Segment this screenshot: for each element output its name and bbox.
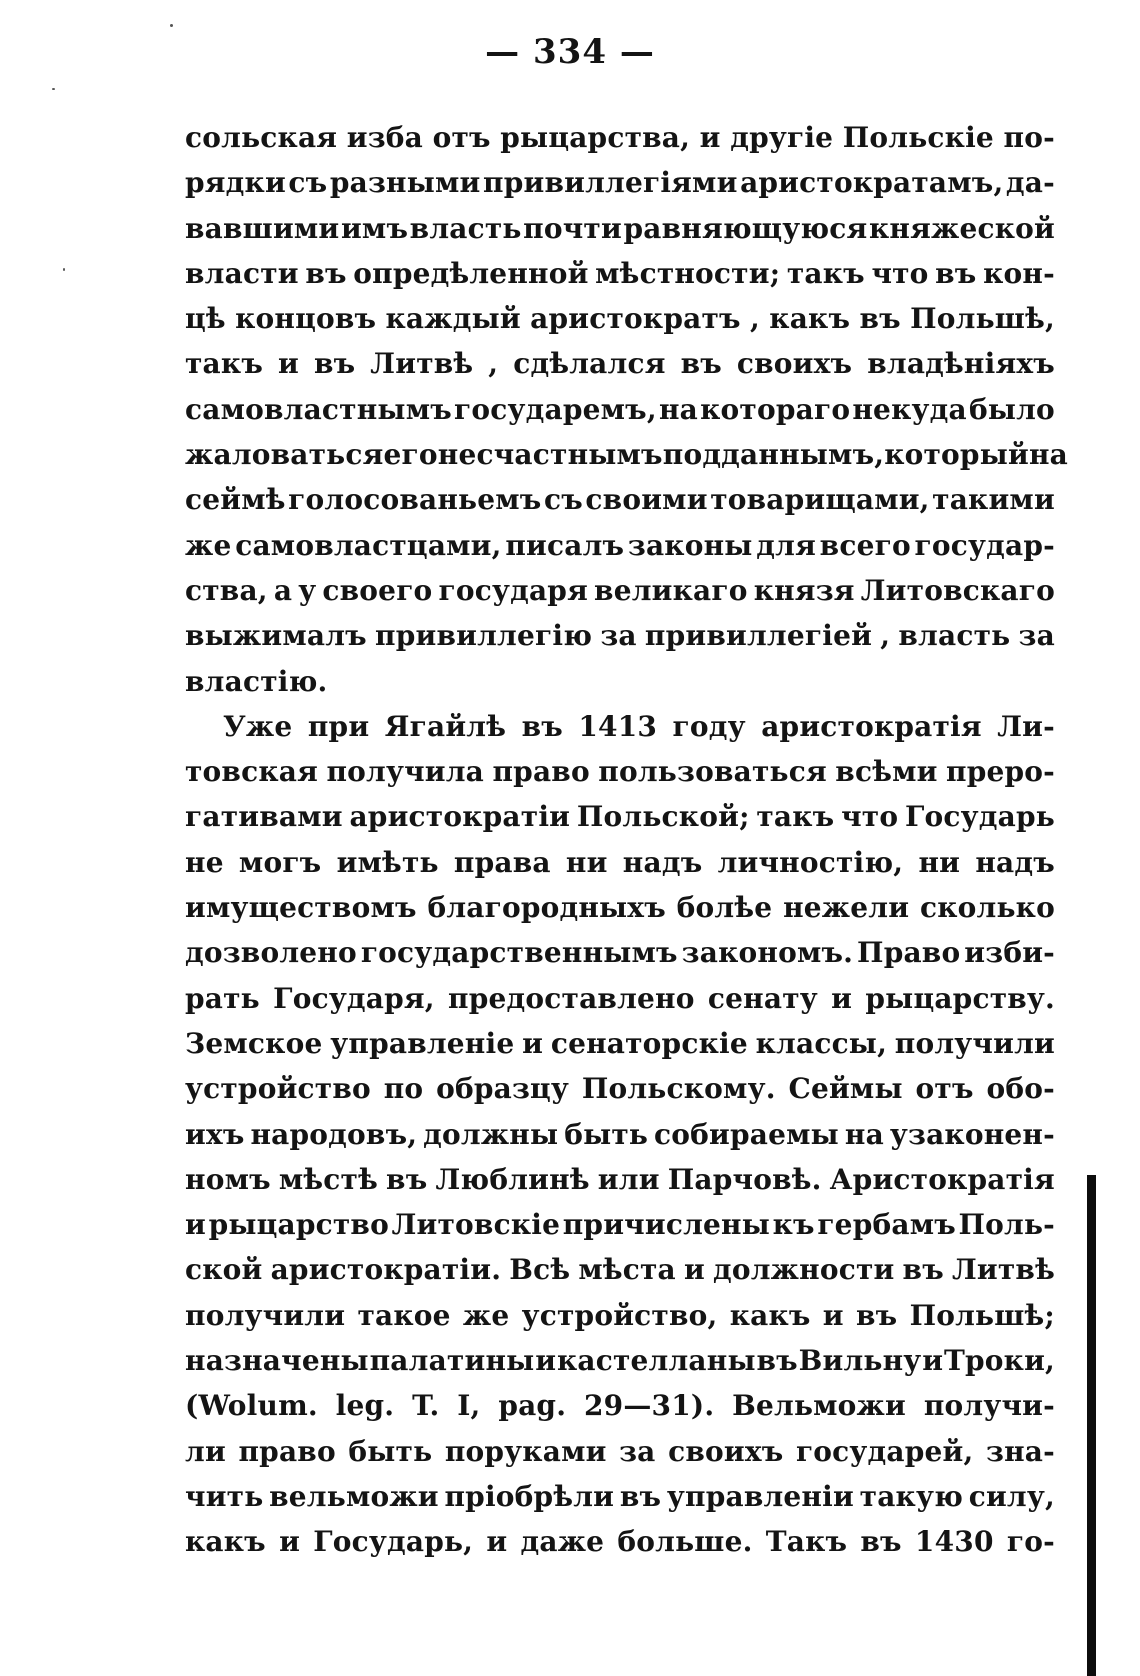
text-line: сольская изба отъ рыцарства, и другіе Польскіе по- [185,121,1055,154]
text-line: ли право быть поруками за своихъ государей, зна- [185,1434,1055,1468]
text-line: цѣ концовъ каждый аристократъ , какъ въ Польшѣ, [185,302,1055,336]
scan-speck [63,268,65,271]
text-line: ской аристократіи. Всѣ мѣста и должности въ Литвѣ [185,1253,1055,1287]
text-line: гативами аристократіи Польской; такъ что Государь [185,800,1055,834]
text-line: рядки съ разными привиллегіями аристократамъ, да- [185,166,1055,200]
body-text [185,115,1068,1565]
text-line: (Wolum. leg. T. I, pag. 29—31). Вельможи получи- [185,1389,1055,1423]
text-line: имуществомъ благородныхъ болѣе нежели сколько [185,891,1055,925]
scan-speck [170,24,173,27]
text-line: устройство по образцу Польскому. Сеймы отъ обо- [185,1072,1055,1106]
paragraph-1 [185,115,1068,704]
text-line: получили такое же устройство, какъ и въ Польшѣ; [185,1298,1055,1332]
text-line: же самовластцами, писалъ законы для всего государ- [185,528,1055,562]
text-line: назначены палатины и кастелланы въ Вильну и Троки, [185,1344,1055,1378]
text-line: номъ мѣстѣ въ Люблинѣ или Парчовѣ. Аристократія [185,1162,1055,1196]
text-line: не могъ имѣть права ни надъ личностію, ни надъ [185,845,1055,879]
text-line: какъ и Государь, и даже больше. Такъ въ 1430 го- [185,1525,1055,1559]
text-line: Земское управленіе и сенаторскіе классы, получили [185,1026,1055,1060]
text-line: ихъ народовъ, должны быть собираемы на узаконен- [185,1117,1055,1151]
text-line: рать Государя, предоставлено сенату и рыцарству. [185,981,1055,1015]
page-number: — 334 — [485,32,655,72]
text-line: власти въ опредѣленной мѣстности; такъ что въ кон- [185,256,1055,290]
text-line: чить вельможи пріобрѣли въ управленіи такую силу, [185,1479,1055,1513]
text-line: и рыцарство Литовскіе причислены къ гербамъ Поль- [185,1208,1055,1242]
text-line: выжималъ привиллегію за привиллегіей , власть за [185,619,1055,653]
binding-edge [1087,1175,1096,1676]
text-line: жаловаться его несчастнымъ подданнымъ, который на [185,438,1068,472]
scan-speck [52,88,55,90]
text-line: такъ и въ Литвѣ , сдѣлался въ своихъ владѣніяхъ [185,347,1055,381]
text-line: сеймѣ голосованьемъ съ своими товарищами, такими [185,483,1055,517]
paragraph-2 [185,704,1055,1565]
text-line: вавшими имъ власть почти равняющуюся княжеской [185,211,1055,245]
text-line: самовластнымъ государемъ, на котораго некуда было [185,392,1055,426]
text-line: дозволено государственнымъ закономъ. Право изби- [185,936,1055,970]
text-line: властію. [185,664,328,698]
text-line: товская получила право пользоваться всѣми преро- [185,755,1055,789]
text-line: Уже при Ягайлѣ въ 1413 году аристократія Ли- [223,709,1055,743]
text-line: ства, а у своего государя великаго князя Литовскаго [185,573,1055,607]
